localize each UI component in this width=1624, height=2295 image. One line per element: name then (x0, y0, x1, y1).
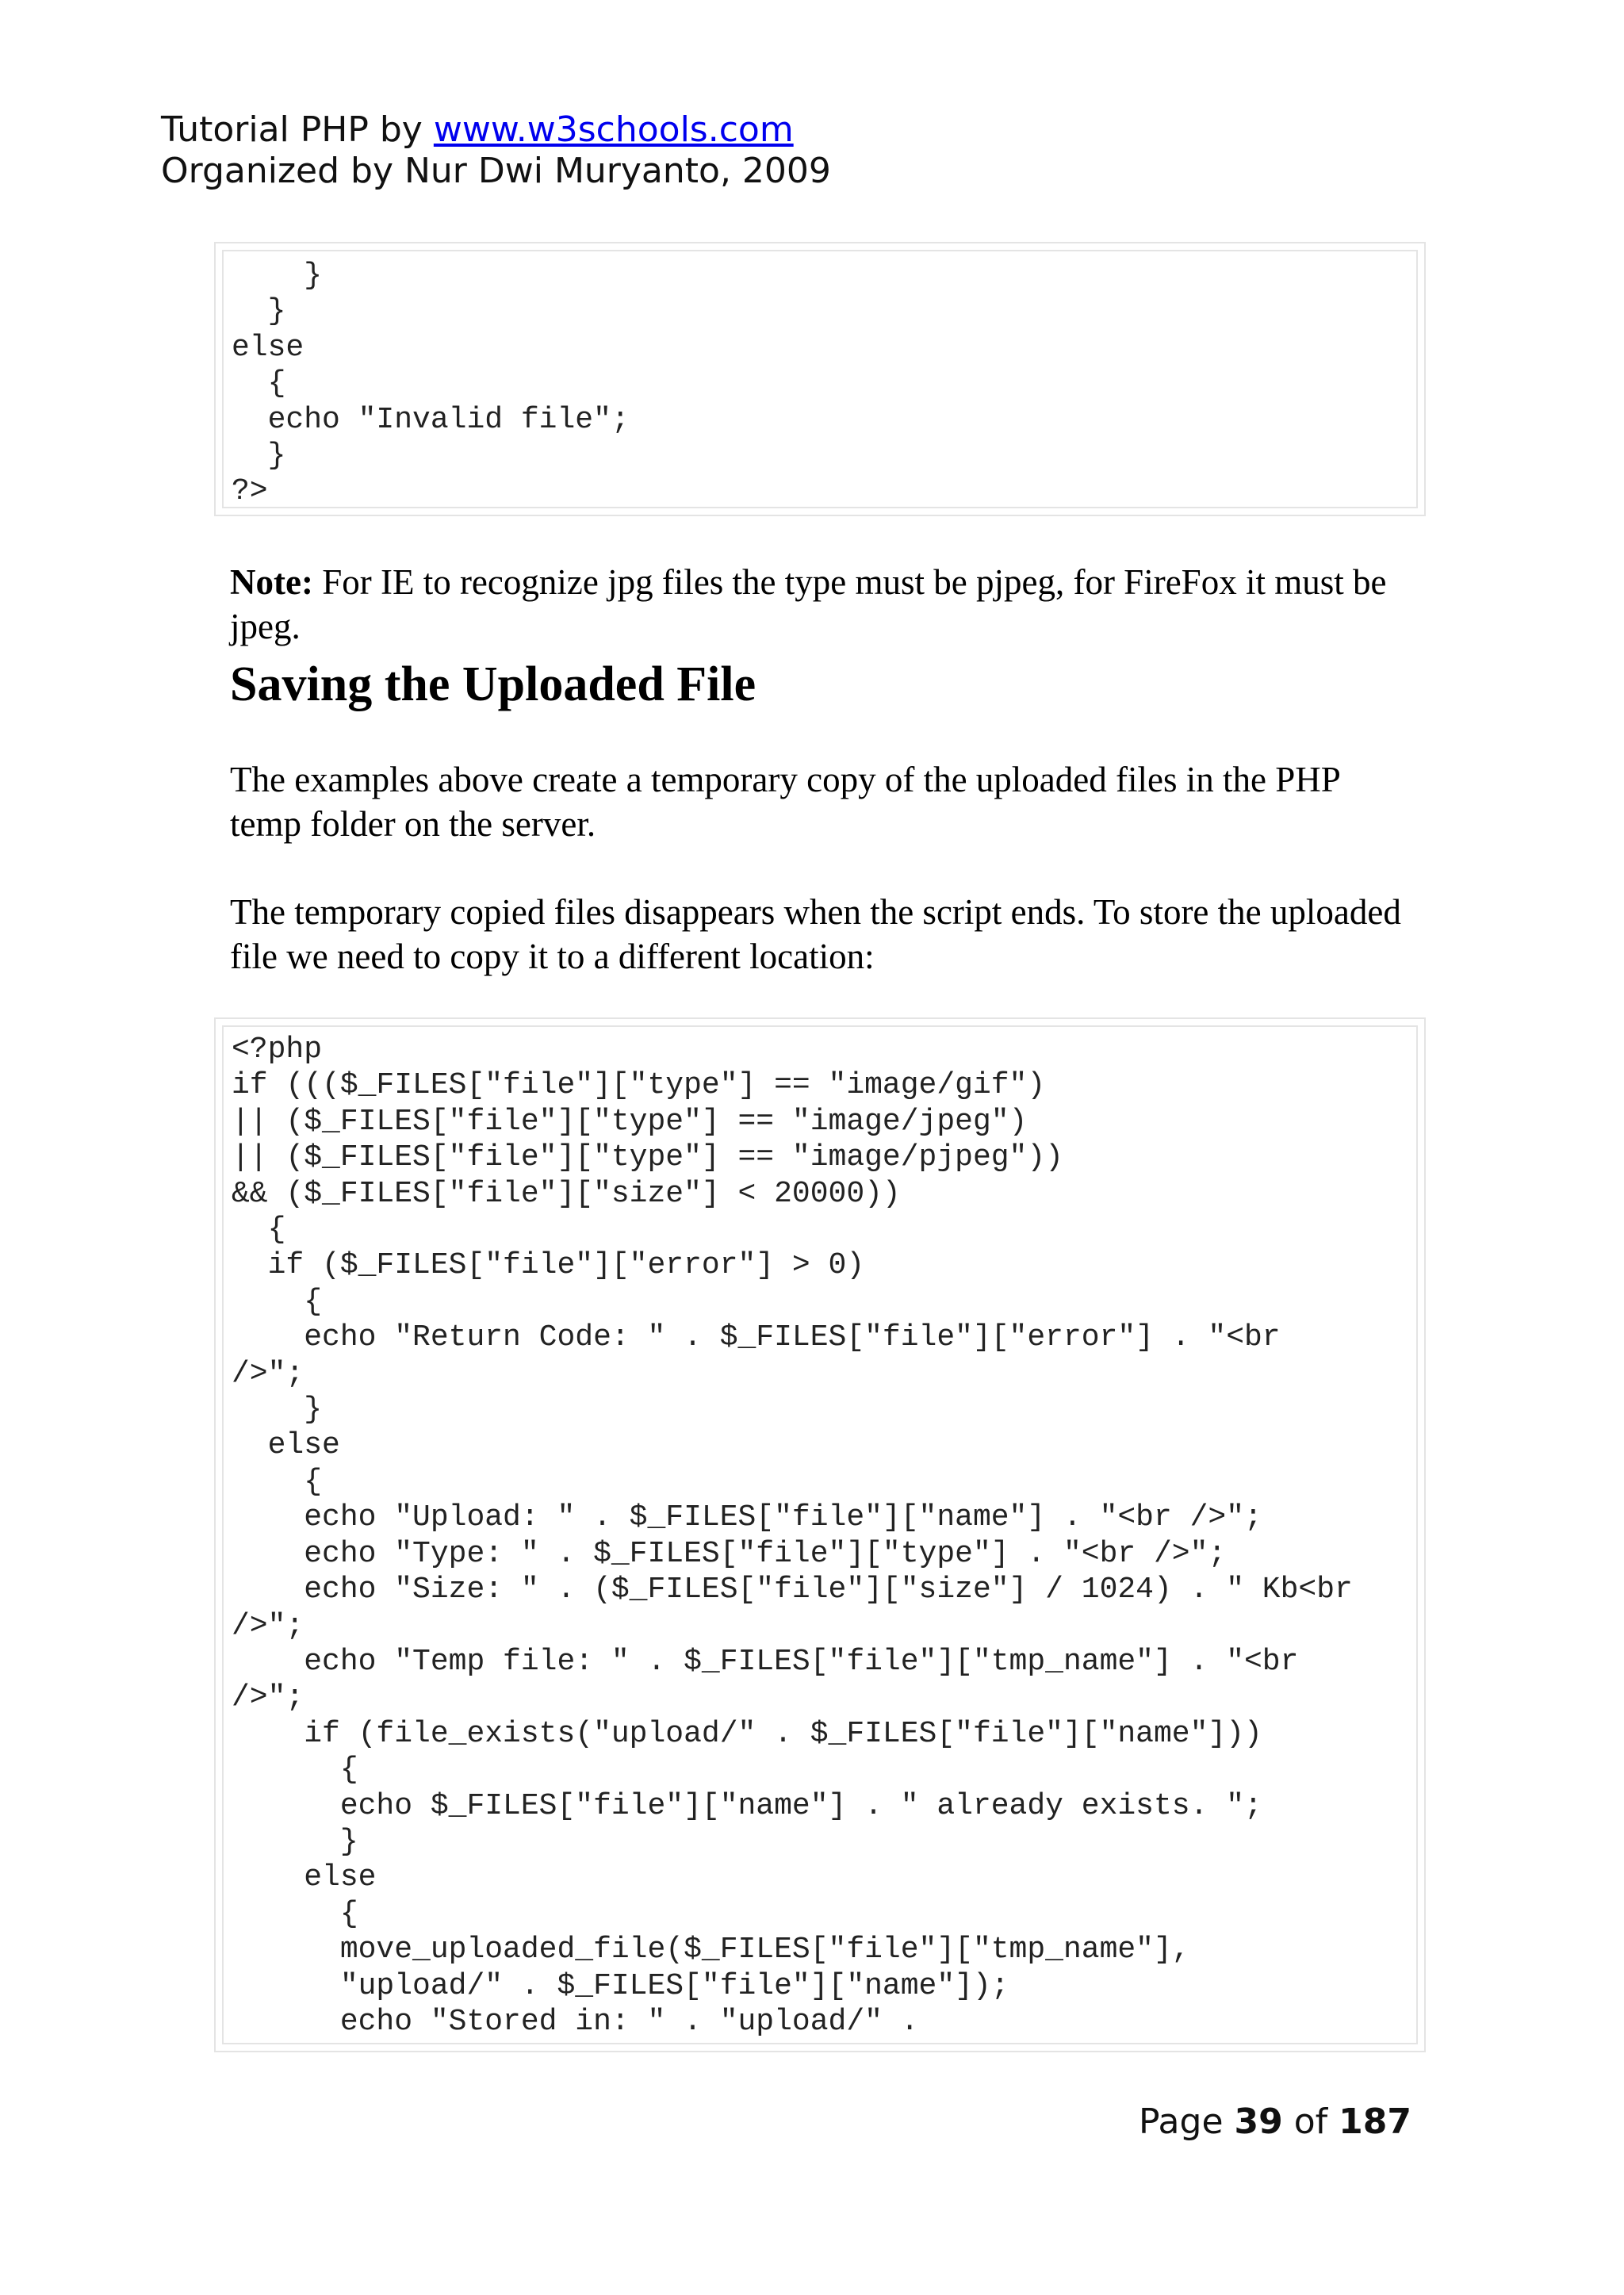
note-label: Note: (230, 562, 313, 602)
of-word: of (1282, 2102, 1339, 2142)
w3schools-link[interactable]: www.w3schools.com (433, 109, 794, 150)
note-text: For IE to recognize jpg files the type must be pjpeg, for FireFox it must be jpeg. (230, 562, 1387, 646)
total-pages: 187 (1339, 2102, 1411, 2142)
header-line-2: Organized by Nur Dwi Muryanto, 2009 (161, 151, 831, 191)
paragraph-2: The temporary copied files disappears when the script ends. To store the uploaded file we need to copy it to a different location: (230, 892, 1401, 976)
page-number: 39 (1234, 2102, 1283, 2142)
header-line-1 (161, 109, 831, 151)
page-header (161, 109, 831, 192)
code-block-1 (214, 242, 1426, 516)
header-prefix: Tutorial PHP by (161, 109, 434, 150)
code-block-2-text: <?php if ((($_FILES["file"]["type"] == "image/gif") || ($_FILES["file"]["type"] == "image/jpeg") || ($_FILES["file"]["type"] == "image/pjpeg")) && ($_FILES["file"]["size"] < 20000)) { if ($_FILES["file"]["error"] > 0) { echo "Return Code: " . $_FILES["file"]["error"] . "<br />"; } else { echo "Upload: " . $_FILES["file"]["name"] . "<br />"; echo "Type: " . $_FILES["file"]["type"] . "<br />"; echo "Size: " . ($_FILES["file"]["size"] / 1024) . " Kb<br />"; echo "Temp file: " . $_FILES["file"]["tmp_name"] . "<br />"; if (file_exists("upload/" . $_FILES["file"]["name"])) { echo $_FILES["file"]["name"] . " already exists. "; } else { move_uploaded_file($_FILES["file"]["tmp_name"], "upload/" . $_FILES["file"]["name"]); echo "Stored in: " . "upload/" . (232, 1033, 1353, 2039)
page-footer (1139, 2102, 1411, 2142)
page-word: Page (1139, 2102, 1235, 2142)
section-heading: Saving the Uploaded File (230, 657, 756, 711)
note-paragraph (230, 560, 1419, 649)
code-block-2 (214, 1017, 1426, 2052)
paragraph-1: The examples above create a temporary copy of the uploaded files in the PHP temp folder on the server. (230, 760, 1340, 844)
code-block-1-text: } } else { echo "Invalid file"; } ?> (232, 259, 630, 508)
